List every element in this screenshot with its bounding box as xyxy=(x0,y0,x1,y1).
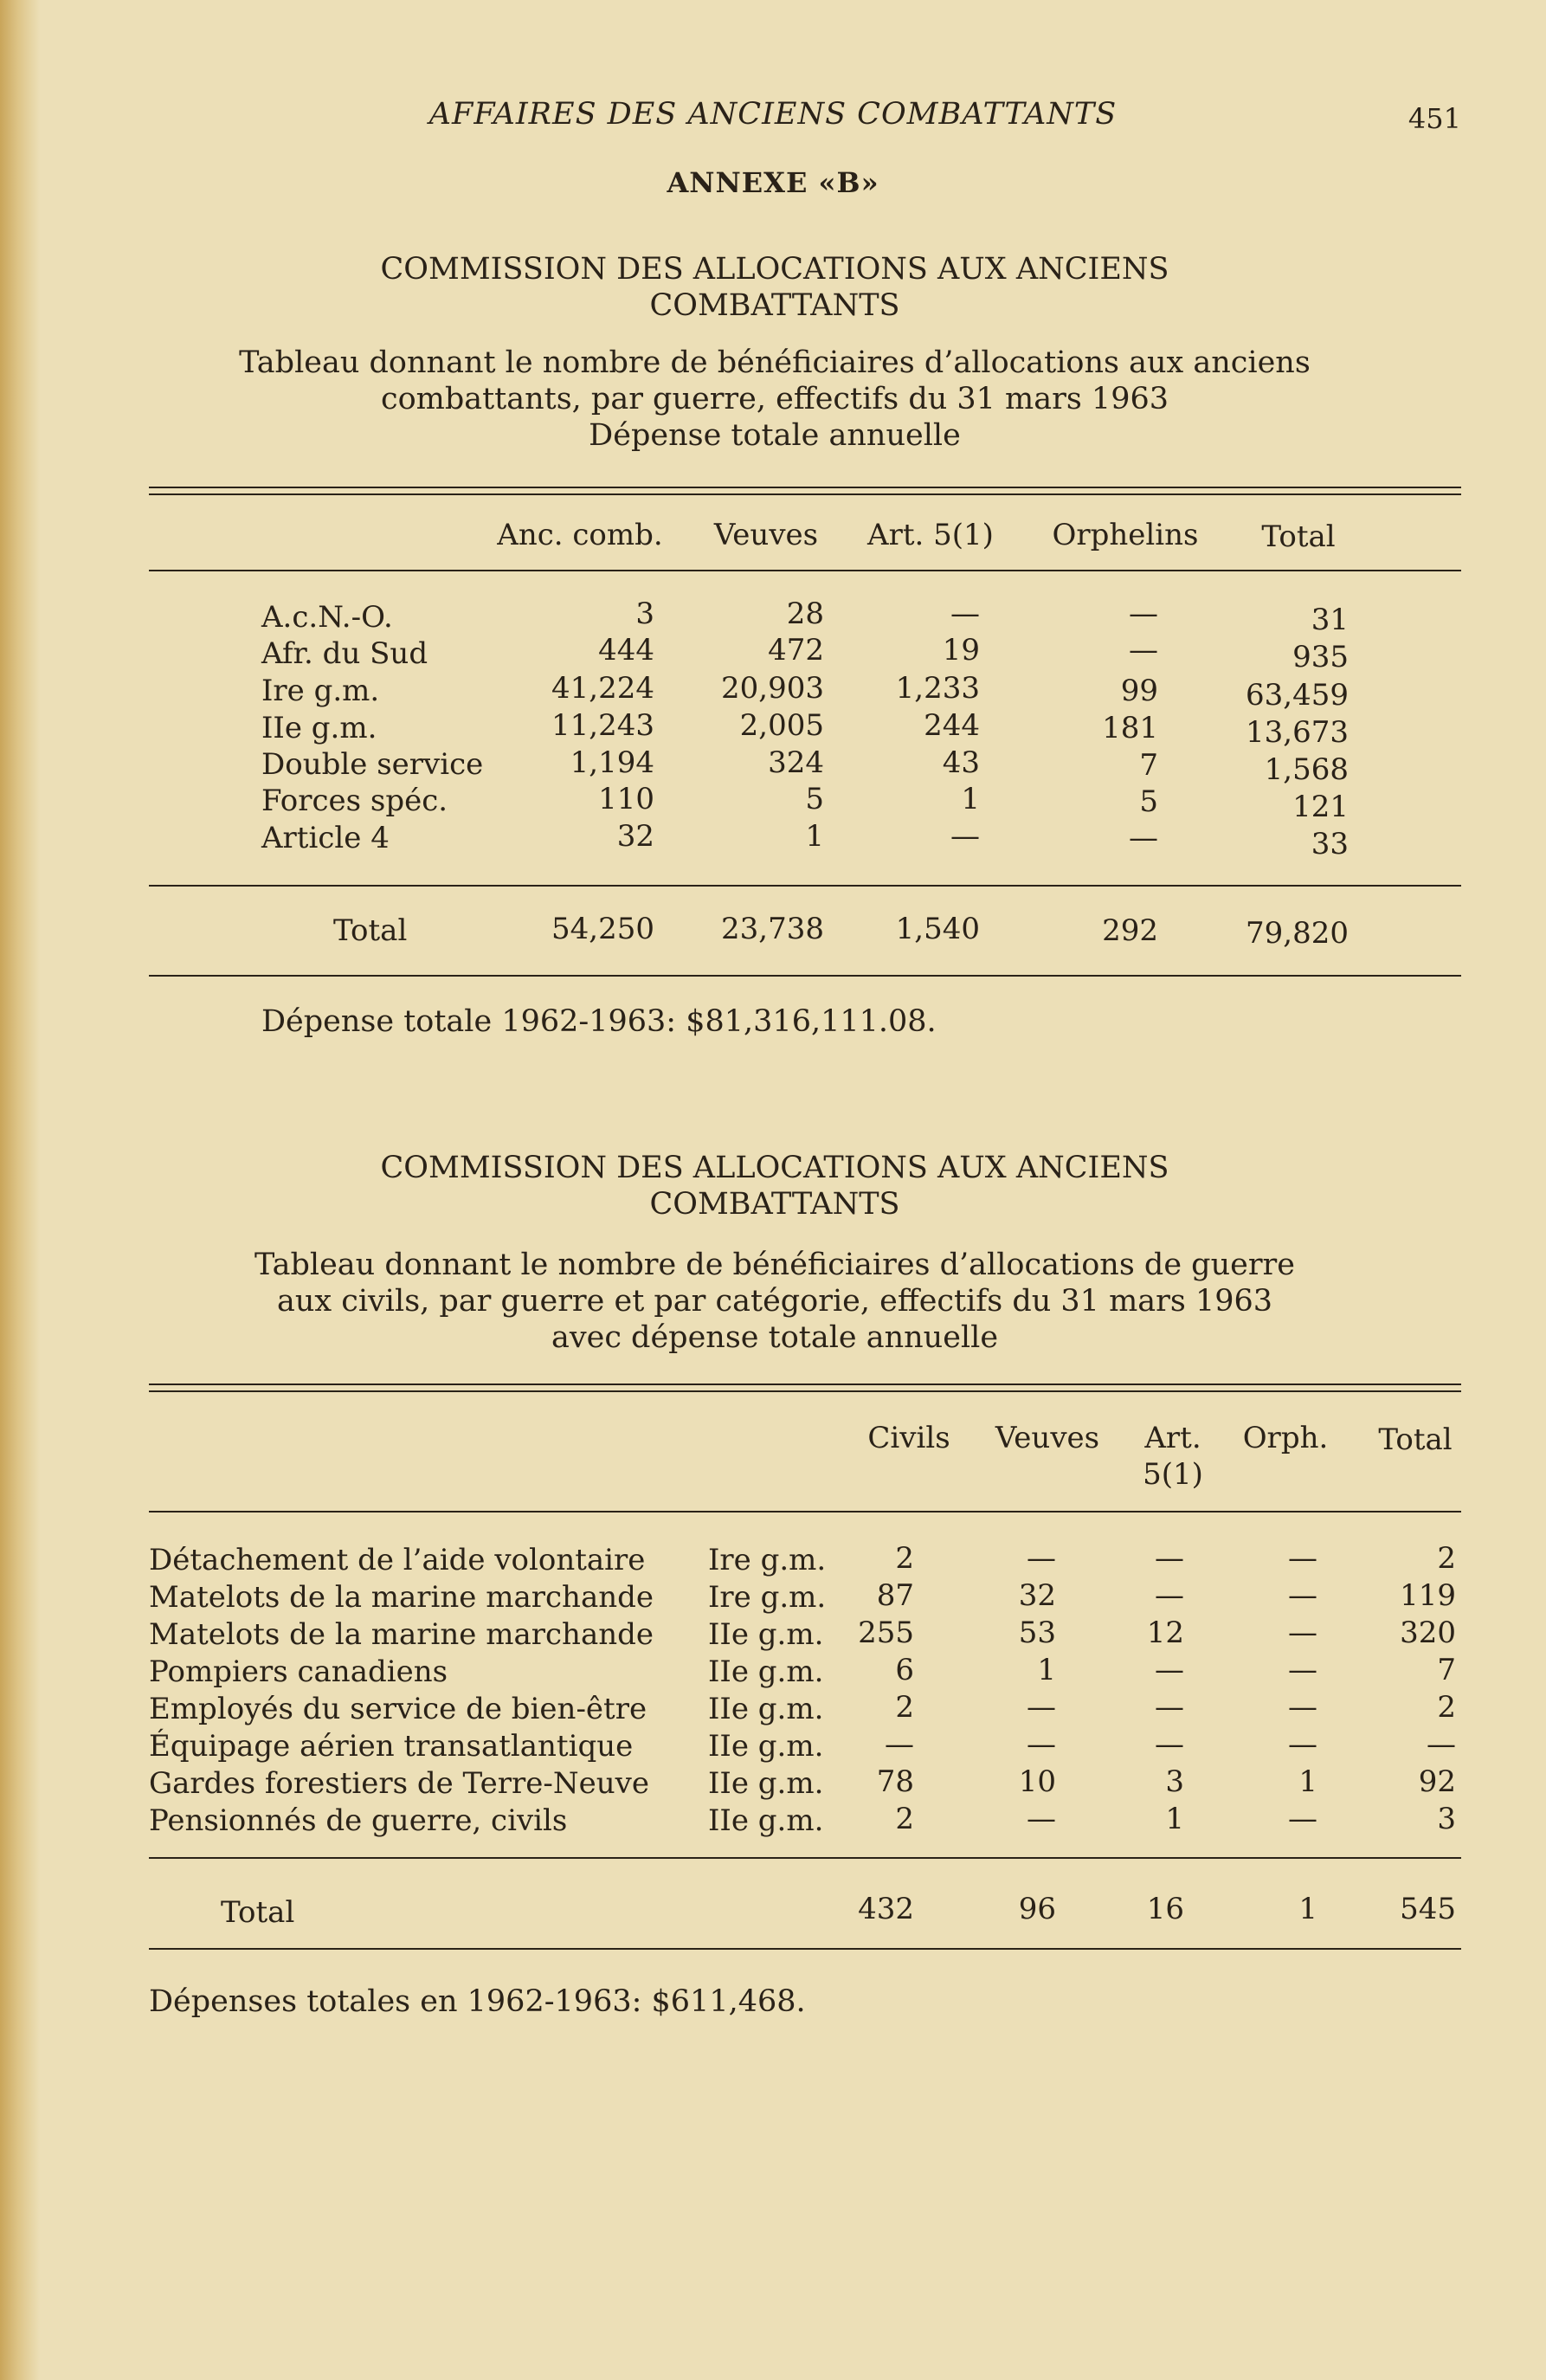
table1-header-rule xyxy=(149,570,1461,571)
cell: 3 xyxy=(635,597,654,631)
cell: 16 xyxy=(1146,1892,1184,1926)
row-label: Détachement de l’aide volontaire xyxy=(149,1543,646,1577)
table2-desc-line2: aux civils, par guerre et par catégorie, effectifs du 31 mars 1963 xyxy=(276,1284,1273,1319)
cell: 292 xyxy=(1102,913,1158,948)
annex-title: ANNEXE «B» xyxy=(667,166,879,199)
table2-col-art: Art. xyxy=(1144,1421,1201,1455)
table1-top-rule xyxy=(149,487,1461,495)
cell: — xyxy=(1027,1802,1056,1836)
table1-col-orphelins: Orphelins xyxy=(1052,518,1199,552)
cell: 63,459 xyxy=(1246,678,1349,713)
cell: 119 xyxy=(1400,1578,1456,1613)
row-label: Pompiers canadiens xyxy=(149,1654,448,1689)
cell: — xyxy=(1129,633,1158,668)
cell: 6 xyxy=(895,1653,914,1687)
table2-bottom-rule xyxy=(149,1948,1461,1950)
table2-header-rule xyxy=(149,1511,1461,1512)
cell: 2 xyxy=(1437,1690,1456,1725)
cell: 28 xyxy=(786,597,824,631)
cell: 935 xyxy=(1292,640,1349,674)
cell: — xyxy=(1155,1541,1184,1576)
cell: — xyxy=(1129,597,1158,631)
cell: 43 xyxy=(942,745,980,780)
table2-description xyxy=(173,1247,1376,1356)
cell: 41,224 xyxy=(551,671,654,706)
row-war: IIe g.m. xyxy=(708,1766,824,1801)
cell: 432 xyxy=(858,1892,914,1926)
table1-desc-line1: Tableau donnant le nombre de bénéficiaires d’allocations aux anciens xyxy=(239,345,1311,380)
cell: — xyxy=(1155,1653,1184,1687)
row-war: IIe g.m. xyxy=(708,1729,824,1764)
cell: 2 xyxy=(1437,1541,1456,1576)
table2-col-total: Total xyxy=(1378,1422,1453,1457)
table1-note: Dépense totale 1962-1963: $81,316,111.08. xyxy=(261,1004,937,1039)
table1-col-art5: Art. 5(1) xyxy=(867,518,994,552)
cell: 32 xyxy=(616,819,654,854)
cell: — xyxy=(1129,821,1158,855)
row-war: IIe g.m. xyxy=(708,1654,824,1689)
cell: 53 xyxy=(1018,1616,1056,1650)
row-war: IIe g.m. xyxy=(708,1692,824,1726)
cell: 320 xyxy=(1400,1616,1456,1650)
cell: 2 xyxy=(895,1802,914,1836)
cell: 244 xyxy=(924,708,980,743)
row-war: IIe g.m. xyxy=(708,1617,824,1652)
cell: — xyxy=(1288,1616,1317,1650)
table2-title-line1: COMMISSION DES ALLOCATIONS AUX ANCIENS xyxy=(380,1151,1169,1185)
cell: — xyxy=(1288,1802,1317,1836)
cell: — xyxy=(1288,1690,1317,1725)
cell: 31 xyxy=(1311,603,1349,637)
cell: 11,243 xyxy=(551,708,654,743)
table1-heading xyxy=(173,251,1376,324)
cell: 1 xyxy=(1298,1892,1317,1926)
cell: 472 xyxy=(768,633,824,668)
cell: 3 xyxy=(1437,1802,1456,1836)
cell: — xyxy=(950,819,980,854)
table2-note: Dépenses totales en 1962-1963: $611,468. xyxy=(149,1984,806,2019)
cell: 181 xyxy=(1102,711,1158,745)
cell: 1,194 xyxy=(570,745,654,780)
table1-col-total: Total xyxy=(1261,519,1336,554)
table1-desc-line2: combattants, par guerre, effectifs du 31 mars 1963 xyxy=(380,382,1169,416)
row-label: Afr. du Sud xyxy=(261,636,428,671)
cell: 99 xyxy=(1120,674,1158,708)
table1-body-rule xyxy=(149,885,1461,887)
cell: 5 xyxy=(1139,784,1158,819)
cell: 110 xyxy=(598,782,654,816)
cell: 78 xyxy=(876,1764,914,1799)
cell: — xyxy=(1155,1578,1184,1613)
cell: 87 xyxy=(876,1578,914,1613)
row-label: Double service xyxy=(261,747,484,782)
cell: — xyxy=(1288,1653,1317,1687)
table1-title-line2: COMBATTANTS xyxy=(649,288,900,323)
cell: 545 xyxy=(1400,1892,1456,1926)
cell: — xyxy=(1288,1541,1317,1576)
cell: — xyxy=(1155,1690,1184,1725)
row-war: Ire g.m. xyxy=(708,1580,827,1615)
row-label: Équipage aérien transatlantique xyxy=(149,1729,634,1764)
cell: — xyxy=(1027,1690,1056,1725)
table1-bottom-rule xyxy=(149,975,1461,977)
table2-col-civils: Civils xyxy=(867,1421,950,1455)
cell: 5 xyxy=(805,782,824,816)
cell: 2 xyxy=(895,1690,914,1725)
cell: 23,738 xyxy=(721,912,824,946)
cell: 1 xyxy=(1165,1802,1184,1836)
table2-desc-line3: avec dépense totale annuelle xyxy=(551,1320,999,1355)
cell: — xyxy=(1288,1578,1317,1613)
total-label: Total xyxy=(333,913,408,948)
cell: 54,250 xyxy=(551,912,654,946)
row-label: Pensionnés de guerre, civils xyxy=(149,1803,568,1838)
cell: 7 xyxy=(1437,1653,1456,1687)
cell: 121 xyxy=(1292,790,1349,824)
page-edge xyxy=(0,0,40,2380)
cell: 79,820 xyxy=(1246,916,1349,951)
table2-col-orph: Orph. xyxy=(1242,1421,1329,1455)
cell: 1,540 xyxy=(895,912,980,946)
cell: 10 xyxy=(1018,1764,1056,1799)
table2-col-art-sub: 5(1) xyxy=(1143,1457,1203,1492)
cell: — xyxy=(1155,1727,1184,1762)
row-label: Employés du service de bien-être xyxy=(149,1692,647,1726)
cell: 1 xyxy=(1037,1653,1056,1687)
cell: 1 xyxy=(1298,1764,1317,1799)
table1-col-anc-comb: Anc. comb. xyxy=(497,518,663,552)
cell: 2 xyxy=(895,1541,914,1576)
table2-body-rule xyxy=(149,1857,1461,1859)
cell: — xyxy=(1027,1727,1056,1762)
cell: 3 xyxy=(1165,1764,1184,1799)
table1-desc-line3: Dépense totale annuelle xyxy=(589,418,961,453)
cell: 96 xyxy=(1018,1892,1056,1926)
cell: — xyxy=(1288,1727,1317,1762)
row-label: Forces spéc. xyxy=(261,784,448,818)
cell: 33 xyxy=(1311,827,1349,861)
cell: 20,903 xyxy=(721,671,824,706)
cell: 1 xyxy=(805,819,824,854)
row-label: Gardes forestiers de Terre-Neuve xyxy=(149,1766,649,1801)
cell: 7 xyxy=(1139,748,1158,783)
running-header: AFFAIRES DES ANCIENS COMBATTANTS xyxy=(428,97,1118,132)
cell: — xyxy=(885,1727,914,1762)
cell: 19 xyxy=(942,633,980,668)
row-label: A.c.N.-O. xyxy=(261,600,393,635)
table1-title-line1: COMMISSION DES ALLOCATIONS AUX ANCIENS xyxy=(380,252,1169,287)
cell: 92 xyxy=(1418,1764,1456,1799)
cell: — xyxy=(1427,1727,1456,1762)
row-war: Ire g.m. xyxy=(708,1543,827,1577)
cell: — xyxy=(1027,1541,1056,1576)
table2-col-veuves: Veuves xyxy=(995,1421,1100,1455)
row-label: Article 4 xyxy=(261,821,390,855)
cell: 2,005 xyxy=(739,708,824,743)
table2-title-line2: COMBATTANTS xyxy=(649,1187,900,1222)
row-label: Matelots de la marine marchande xyxy=(149,1617,654,1652)
cell: 255 xyxy=(858,1616,914,1650)
cell: 12 xyxy=(1146,1616,1184,1650)
page-number: 451 xyxy=(1408,102,1461,135)
total-label: Total xyxy=(221,1895,295,1930)
cell: 13,673 xyxy=(1246,715,1349,750)
table2-desc-line1: Tableau donnant le nombre de bénéficiaires d’allocations de guerre xyxy=(254,1248,1295,1282)
cell: 1 xyxy=(961,782,980,816)
cell: 1,568 xyxy=(1264,752,1349,787)
cell: 32 xyxy=(1018,1578,1056,1613)
row-label: Ire g.m. xyxy=(261,674,380,708)
table2-top-rule xyxy=(149,1383,1461,1392)
cell: — xyxy=(950,597,980,631)
cell: 1,233 xyxy=(895,671,980,706)
row-label: Matelots de la marine marchande xyxy=(149,1580,654,1615)
row-war: IIe g.m. xyxy=(708,1803,824,1838)
row-label: IIe g.m. xyxy=(261,711,377,745)
table2-heading xyxy=(173,1150,1376,1222)
cell: 324 xyxy=(768,745,824,780)
table1-col-veuves: Veuves xyxy=(713,518,819,552)
table1-description xyxy=(173,345,1376,454)
cell: 444 xyxy=(598,633,654,668)
